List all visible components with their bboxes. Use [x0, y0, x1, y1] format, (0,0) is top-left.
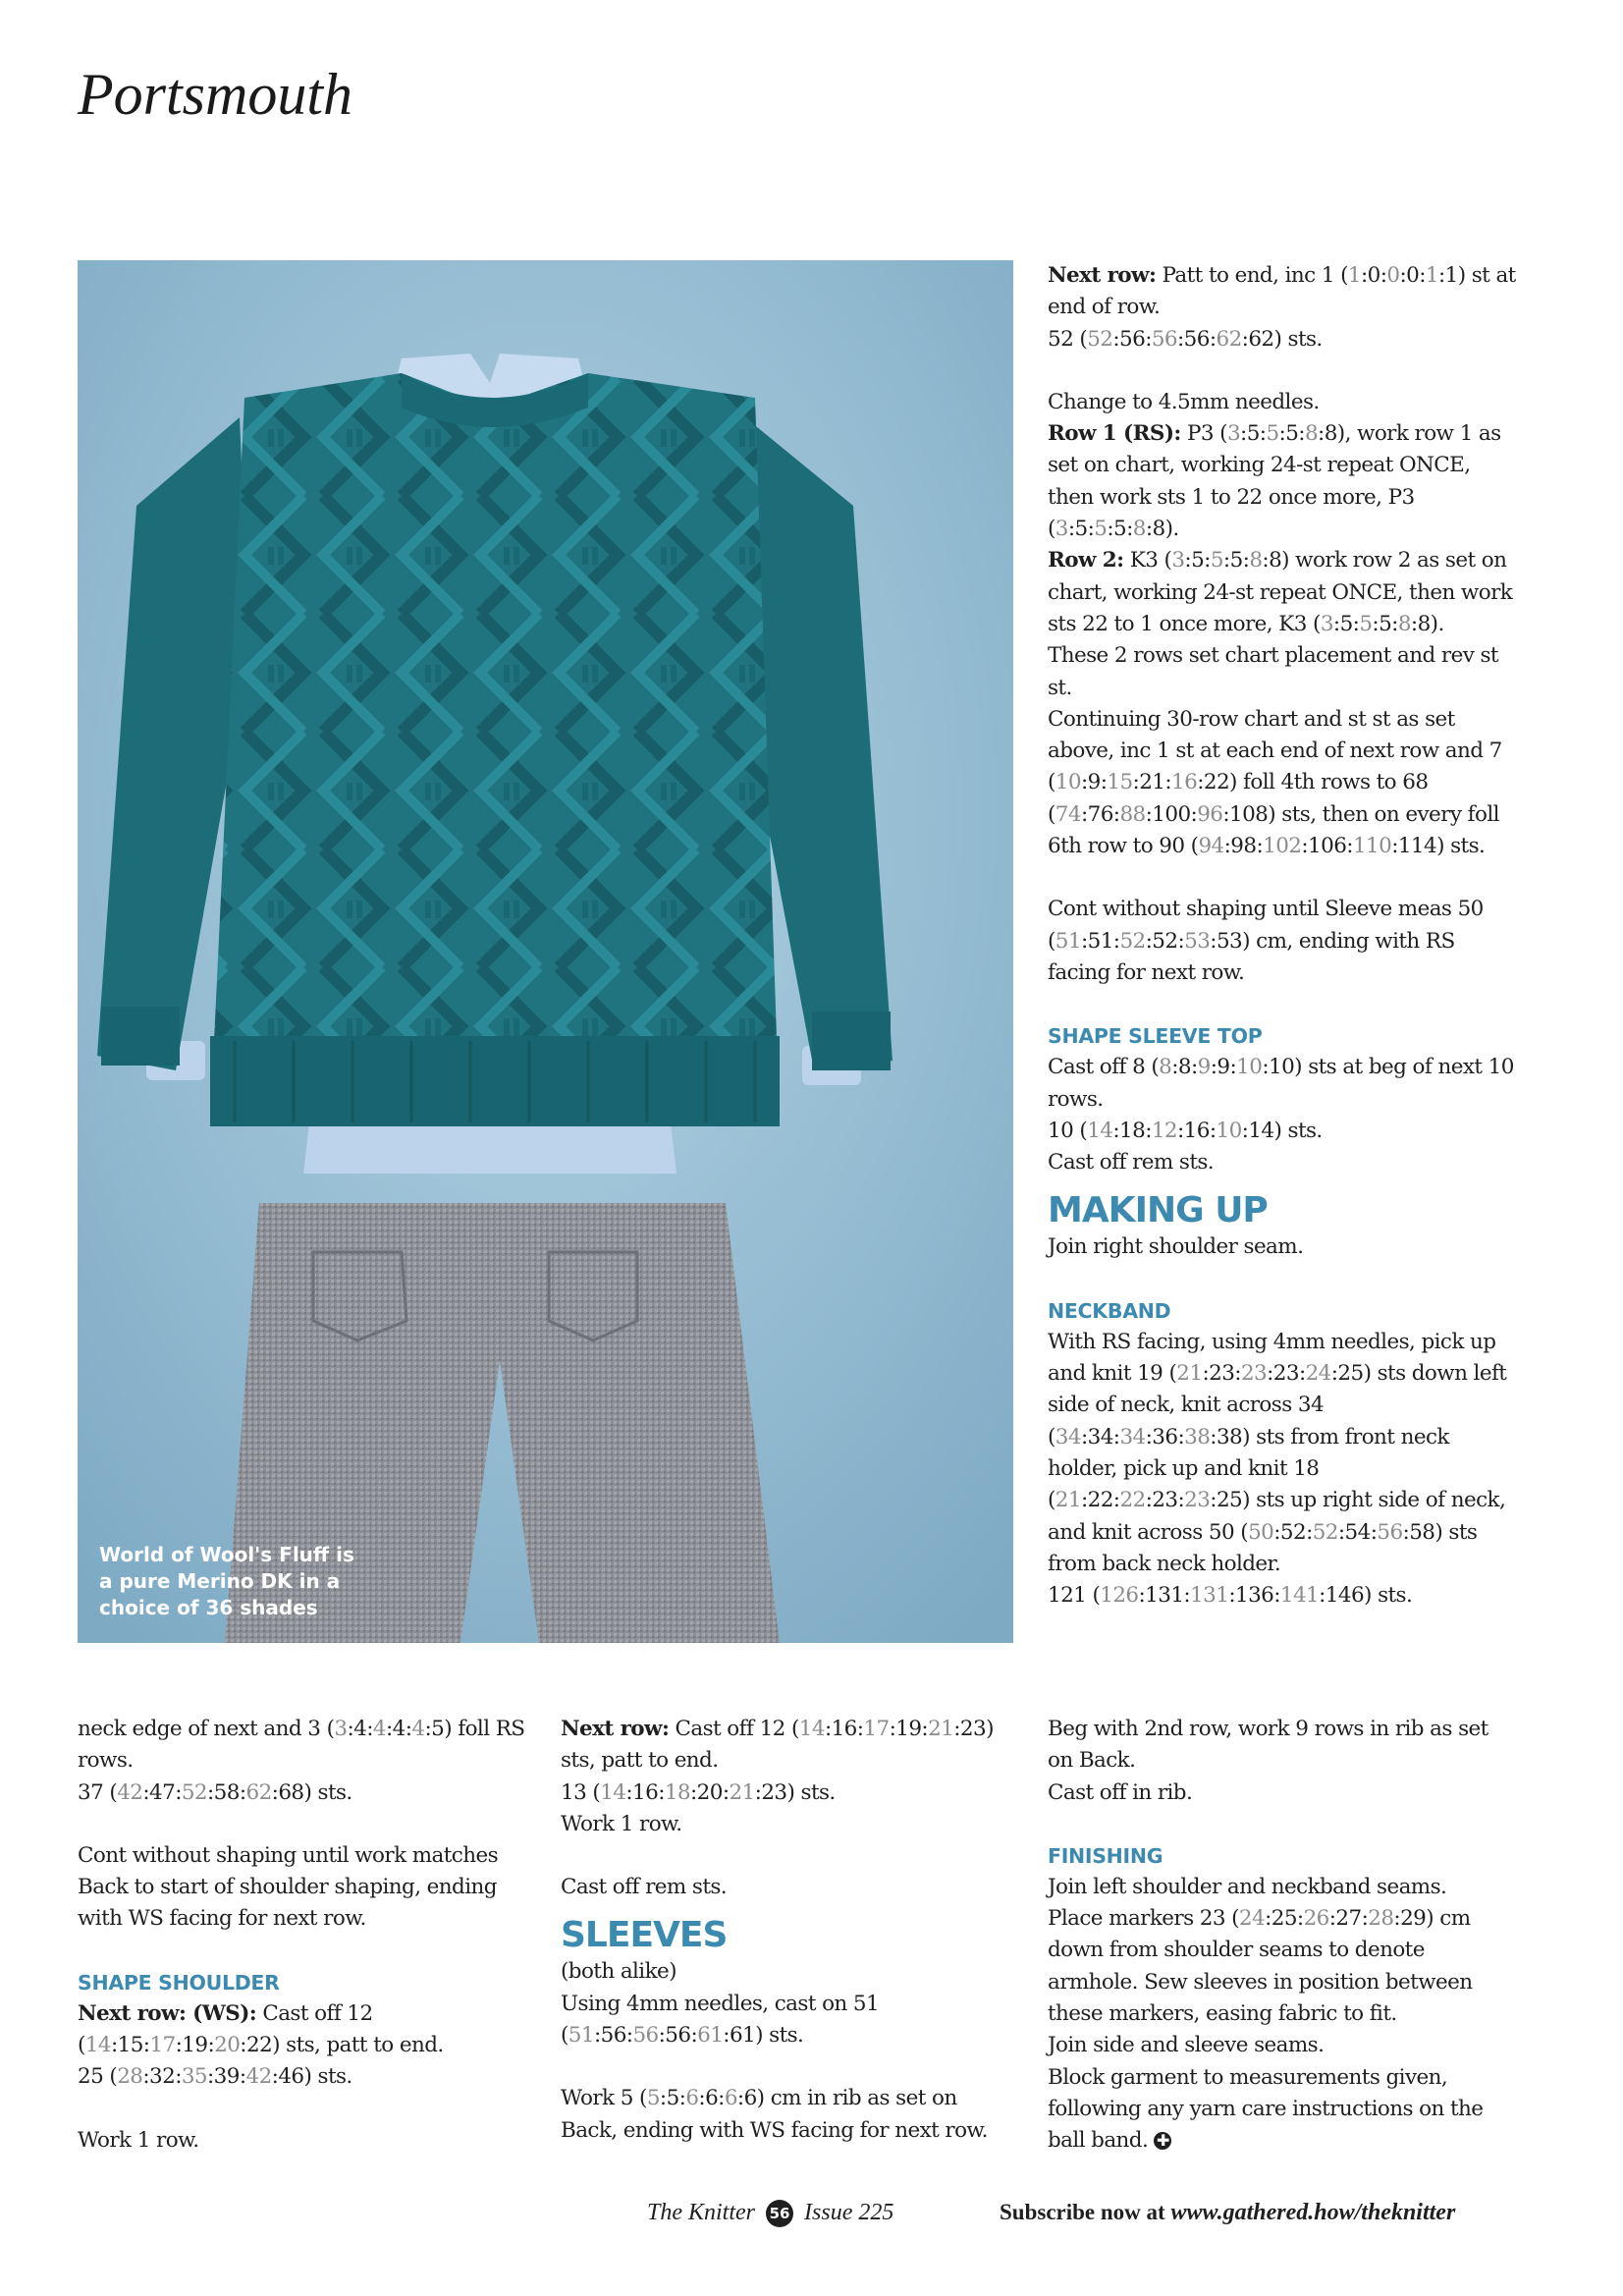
size-value: 8	[1152, 517, 1165, 542]
cast-off-para: Cast off 8 (8:8:9:9:10:10) sts at beg of next 10 rows.	[1048, 1055, 1514, 1112]
bottom-middle-column	[561, 1714, 1012, 2147]
size-value: 98	[1230, 834, 1257, 859]
size-value: 36	[1152, 1424, 1178, 1449]
size-value: 12	[1151, 1118, 1178, 1143]
work-row-para: Work 1 row.	[561, 1811, 682, 1836]
subscribe-url[interactable]: www.gathered.how/theknitter	[1170, 2200, 1456, 2225]
size-value: 21	[729, 1779, 755, 1805]
footer-issue	[647, 2200, 893, 2227]
size-value: 6	[705, 2086, 719, 2111]
size-value: 23	[1209, 1361, 1235, 1387]
sweater-photo	[78, 260, 1013, 1643]
bottom-right-column	[1048, 1714, 1519, 2158]
row2-para: Row 2: K3 (3:5:5:5:8:8) work row 2 as set on chart, working 24-st repeat ONCE, then work sts 22 to 1 once more, K3 (3:5:5:5:8:8).	[1048, 548, 1513, 636]
size-value: 96	[1197, 801, 1223, 827]
size-value: 28	[117, 2064, 143, 2090]
size-value: 10	[1216, 1118, 1242, 1143]
subscribe-text: Subscribe now at	[1000, 2200, 1171, 2224]
size-value: 61	[697, 2023, 724, 2049]
size-value: 38	[1216, 1424, 1243, 1449]
sleeves-heading: SLEEVES	[561, 1915, 728, 1956]
size-value: 88	[1119, 801, 1146, 827]
sts2-para: 10 (14:18:12:16:10:14) sts.	[1048, 1118, 1323, 1143]
size-value: 21	[1176, 1361, 1203, 1387]
size-value: 6	[724, 2086, 737, 2111]
size-value: 76	[1087, 801, 1113, 827]
size-value: 5	[1210, 548, 1223, 574]
size-value: 16	[632, 1779, 659, 1805]
size-value: 53	[1216, 928, 1243, 954]
size-value: 34	[1119, 1424, 1146, 1449]
next-row-para: Next row: Patt to end, inc 1 (1:0:0:0:1:1) st at end of row.	[1048, 263, 1516, 320]
size-value: 14	[1087, 1118, 1113, 1143]
size-value: 25	[1216, 1488, 1243, 1513]
bottom-left-column	[78, 1714, 529, 2157]
making-up-heading: MAKING UP	[1048, 1190, 1268, 1231]
size-value: 9	[1197, 1055, 1211, 1080]
size-value: 0	[1406, 263, 1420, 288]
size-value: 9	[1217, 1055, 1230, 1080]
row1-para: Row 1 (RS): P3 (3:5:5:5:8:8), work row 1 as set on chart, working 24-st repeat ONCE, then work sts 1 to 22 once more, P3 (3:5:5:5:8:8).	[1048, 421, 1501, 542]
size-value: 16	[831, 1717, 857, 1741]
size-value: 102	[1263, 834, 1302, 859]
size-value: 8	[1397, 611, 1411, 636]
size-value: 58	[1409, 1519, 1435, 1545]
size-value: 6	[685, 2086, 699, 2111]
neck-edge-para: neck edge of next and 3 (3:4:4:4:4:5) foll RS rows.	[78, 1717, 525, 1774]
size-value: 5	[1359, 611, 1373, 636]
size-value: 8	[1417, 611, 1431, 636]
cont-without-shaping-para: Cont without shaping until Sleeve meas 50 (51:51:52:52:53:53) cm, ending with RS facing for next row.	[1048, 897, 1484, 985]
size-value: 146	[1325, 1583, 1365, 1609]
size-value: 58	[213, 1779, 240, 1805]
size-value: 29	[1400, 1906, 1427, 1932]
markers-para: Place markers 23 (24:25:26:27:28:29) cm down from shoulder seams to denote armhole. Sew sleeves in position between these markers, easing fabric to fit.	[1048, 1906, 1473, 2027]
size-value: 5	[1246, 421, 1260, 447]
size-value: 23	[1272, 1361, 1299, 1387]
size-value: 18	[1119, 1118, 1146, 1143]
size-value: 56	[665, 2023, 691, 2049]
size-value: 53	[1184, 928, 1211, 954]
photo-caption: World of Wool's Fluff is a pure Merino DK in a choice of 36 shades	[99, 1543, 354, 1619]
footer-subscribe	[1000, 2200, 1455, 2226]
size-value: 34	[1087, 1424, 1113, 1449]
size-value: 21	[1055, 1488, 1081, 1513]
size-value: 62	[1216, 326, 1242, 352]
sts-para: 52 (52:56:56:56:62:62) sts.	[1048, 326, 1323, 352]
size-value: 5	[1094, 517, 1108, 542]
size-value: 3	[1055, 517, 1068, 542]
size-value: 16	[1183, 1118, 1210, 1143]
magazine-name: The Knitter	[647, 2200, 756, 2225]
size-value: 24	[1305, 1361, 1331, 1387]
size-value: 100	[1152, 801, 1191, 827]
size-value: 10	[1055, 770, 1081, 795]
shape-shoulder-heading: SHAPE SHOULDER	[78, 1970, 280, 1995]
size-value: 56	[600, 2023, 626, 2049]
size-value: 5	[666, 2086, 679, 2111]
size-value: 51	[1087, 928, 1113, 954]
size-value: 68	[278, 1779, 304, 1805]
size-value: 23	[1184, 1488, 1211, 1513]
size-value: 56	[1377, 1519, 1403, 1545]
size-value: 5	[1285, 421, 1299, 447]
size-value: 52	[1312, 1519, 1338, 1545]
size-value: 4	[392, 1717, 406, 1741]
size-value: 19	[182, 2033, 208, 2058]
size-value: 1	[1347, 263, 1361, 288]
size-value: 61	[729, 2023, 756, 2049]
size-value: 3	[1171, 548, 1185, 574]
size-value: 23	[1240, 1361, 1268, 1387]
size-value: 141	[1279, 1583, 1320, 1609]
size-value: 34	[1055, 1424, 1081, 1449]
size-value: 1	[1425, 263, 1438, 288]
cast-off-rib: Cast off in rib.	[1048, 1779, 1193, 1805]
beg-para: Beg with 2nd row, work 9 rows in rib as set on Back.	[1048, 1717, 1488, 1774]
size-value: 23	[959, 1717, 987, 1741]
cast-on-para: Using 4mm needles, cast on 51 (51:56:56:56:61:61) sts.	[561, 1991, 880, 2049]
size-value: 19	[895, 1717, 922, 1741]
size-value: 52	[1152, 928, 1178, 954]
size-value: 136	[1234, 1583, 1274, 1609]
size-value: 4	[353, 1717, 367, 1741]
size-value: 56	[1183, 326, 1210, 352]
size-value: 110	[1352, 834, 1392, 859]
size-value: 0	[1386, 263, 1400, 288]
size-value: 20	[214, 2033, 241, 2058]
size-value: 20	[696, 1779, 723, 1805]
size-value: 5	[1074, 517, 1088, 542]
size-value: 42	[117, 1779, 143, 1805]
size-value: 8	[1159, 1055, 1172, 1080]
issue-number: Issue 225	[804, 2200, 894, 2225]
size-value: 8	[1177, 1055, 1192, 1080]
size-value: 56	[1151, 326, 1178, 352]
size-value: 23	[1152, 1488, 1178, 1513]
size-value: 26	[1303, 1906, 1329, 1932]
size-value: 10	[1236, 1055, 1263, 1080]
size-value: 21	[1139, 770, 1165, 795]
size-value: 14	[798, 1717, 825, 1741]
size-value: 39	[213, 2064, 240, 2090]
size-value: 14	[1248, 1118, 1274, 1143]
size-value: 4	[372, 1717, 386, 1741]
size-value: 56	[632, 2023, 659, 2049]
size-value: 3	[334, 1717, 348, 1741]
size-value: 6	[743, 2086, 757, 2111]
size-value: 56	[1119, 326, 1146, 352]
size-value: 114	[1397, 834, 1437, 859]
neckband-heading: NECKBAND	[1048, 1298, 1171, 1323]
size-value: 52	[1119, 928, 1146, 954]
size-value: 131	[1190, 1583, 1229, 1609]
size-value: 23	[761, 1779, 787, 1805]
size-value: 8	[1249, 548, 1263, 574]
end-mark-icon: ✚	[1154, 2132, 1171, 2150]
page-number: 56	[766, 2200, 793, 2227]
size-value: 35	[181, 2064, 208, 2090]
size-value: 3	[1226, 421, 1241, 447]
size-value: 51	[1055, 928, 1081, 954]
size-value: 1	[1444, 263, 1458, 288]
sweater-illustration	[78, 260, 1013, 1643]
size-value: 5	[431, 1717, 445, 1741]
size-value: 22	[1203, 770, 1230, 795]
size-value: 16	[1171, 770, 1198, 795]
cast-off-rem: Cast off rem sts.	[1048, 1150, 1215, 1175]
size-value: 0	[1367, 263, 1380, 288]
size-value: 126	[1100, 1583, 1139, 1609]
size-value: 42	[245, 2064, 272, 2090]
join-side-para: Join side and sleeve seams.	[1048, 2033, 1325, 2058]
size-value: 22	[1087, 1488, 1113, 1513]
rib-para: Work 5 (5:5:6:6:6:6) cm in rib as set on Back, ending with WS facing for next row.	[561, 2086, 988, 2143]
size-value: 32	[149, 2064, 176, 2090]
size-value: 5	[1113, 517, 1127, 542]
cont-para: Cont without shaping until work matches Back to start of shoulder shaping, ending with WS facing for next row.	[78, 1842, 499, 1932]
size-value: 50	[1248, 1519, 1274, 1545]
size-value: 47	[149, 1779, 176, 1805]
size-value: 8	[1269, 548, 1282, 574]
size-value: 25	[1337, 1361, 1364, 1387]
size-value: 8	[1132, 517, 1146, 542]
size-value: 22	[245, 2033, 273, 2058]
size-value: 21	[928, 1717, 954, 1741]
size-value: 5	[1266, 421, 1279, 447]
size-value: 10	[1269, 1055, 1295, 1080]
both-alike: (both alike)	[561, 1959, 676, 1985]
size-value: 22	[1119, 1488, 1146, 1513]
change-needles: Change to 4.5mm needles.	[1048, 389, 1320, 414]
size-value: 54	[1344, 1519, 1371, 1545]
size-value: 5	[1229, 548, 1243, 574]
size-value: 94	[1198, 834, 1224, 859]
size-value: 17	[863, 1717, 890, 1741]
size-value: 106	[1308, 834, 1347, 859]
page-title: Portsmouth	[78, 62, 353, 127]
size-value: 5	[1191, 548, 1205, 574]
size-value: 62	[1248, 326, 1274, 352]
set-para: These 2 rows set chart placement and rev st st.	[1048, 643, 1498, 700]
neckband-total-para: 121 (126:131:131:136:141:146) sts.	[1048, 1583, 1413, 1609]
next-row-para: Next row: Cast off 12 (14:16:17:19:21:23) sts, patt to end.	[561, 1717, 994, 1774]
size-value: 5	[1339, 611, 1353, 636]
join-right-para: Join right shoulder seam.	[1048, 1234, 1304, 1260]
size-value: 25	[1271, 1906, 1297, 1932]
size-value: 131	[1145, 1583, 1184, 1609]
sts-para: 37 (42:47:52:58:62:68) sts.	[78, 1779, 352, 1805]
size-value: 18	[664, 1779, 691, 1805]
size-value: 51	[568, 2023, 594, 2049]
size-value: 8	[1304, 421, 1319, 447]
neckband-para: With RS facing, using 4mm needles, pick up and knit 19 (21:23:23:23:24:25) sts down left side of neck, knit across 34 (34:34:34:36:38:38) sts from front neck holder, pick up and knit 18 (21:22:22:23:23:25) sts up right side of neck, and knit across 50 (50:52:52:54:56:58) sts from back neck holder.	[1048, 1329, 1507, 1576]
size-value: 17	[149, 2033, 176, 2058]
size-value: 46	[278, 2064, 304, 2090]
size-value: 24	[1238, 1906, 1266, 1932]
sts-para: 13 (14:16:18:20:21:23) sts.	[561, 1779, 836, 1805]
right-column-top	[1048, 260, 1519, 1612]
size-value: 3	[1320, 611, 1333, 636]
size-value: 14	[84, 2033, 111, 2058]
size-value: 4	[411, 1717, 425, 1741]
size-value: 28	[1368, 1906, 1394, 1932]
size-value: 9	[1087, 770, 1101, 795]
size-value: 15	[117, 2033, 143, 2058]
size-value: 74	[1055, 801, 1081, 827]
size-value: 52	[181, 1779, 208, 1805]
size-value: 8	[1324, 421, 1337, 447]
size-value: 62	[245, 1779, 272, 1805]
size-value: 108	[1229, 801, 1269, 827]
finishing-heading: FINISHING	[1048, 1843, 1163, 1868]
sts2-para: 25 (28:32:35:39:42:46) sts.	[78, 2064, 352, 2090]
size-value: 52	[1087, 326, 1113, 352]
size-value: 52	[1279, 1519, 1307, 1545]
size-value: 38	[1184, 1424, 1211, 1449]
block-para: Block garment to measurements given, following any yarn care instructions on the ball band. ✚	[1048, 2064, 1484, 2154]
cast-off-rem-para: Cast off rem sts.	[561, 1875, 728, 1900]
join-left-para: Join left shoulder and neckband seams.	[1048, 1874, 1447, 1899]
size-value: 5	[646, 2086, 660, 2111]
size-value: 27	[1335, 1906, 1362, 1932]
work-row-para: Work 1 row.	[78, 2127, 199, 2153]
continuing-para: Continuing 30-row chart and st st as set above, inc 1 st at each end of next row and 7 (10:9:15:21:16:22) foll 4th rows to 68 (74:76:88:100:96:108) sts, then on every foll 6th row to 90 (94:98:102:106:110:114) sts.	[1048, 706, 1502, 859]
size-value: 14	[600, 1779, 626, 1805]
size-value: 15	[1107, 770, 1133, 795]
size-value: 5	[1379, 611, 1392, 636]
shape-sleeve-top-heading: SHAPE SLEEVE TOP	[1048, 1024, 1263, 1049]
next-row-ws-para: Next row: (WS): Cast off 12 (14:15:17:19:20:22) sts, patt to end.	[78, 2000, 444, 2058]
